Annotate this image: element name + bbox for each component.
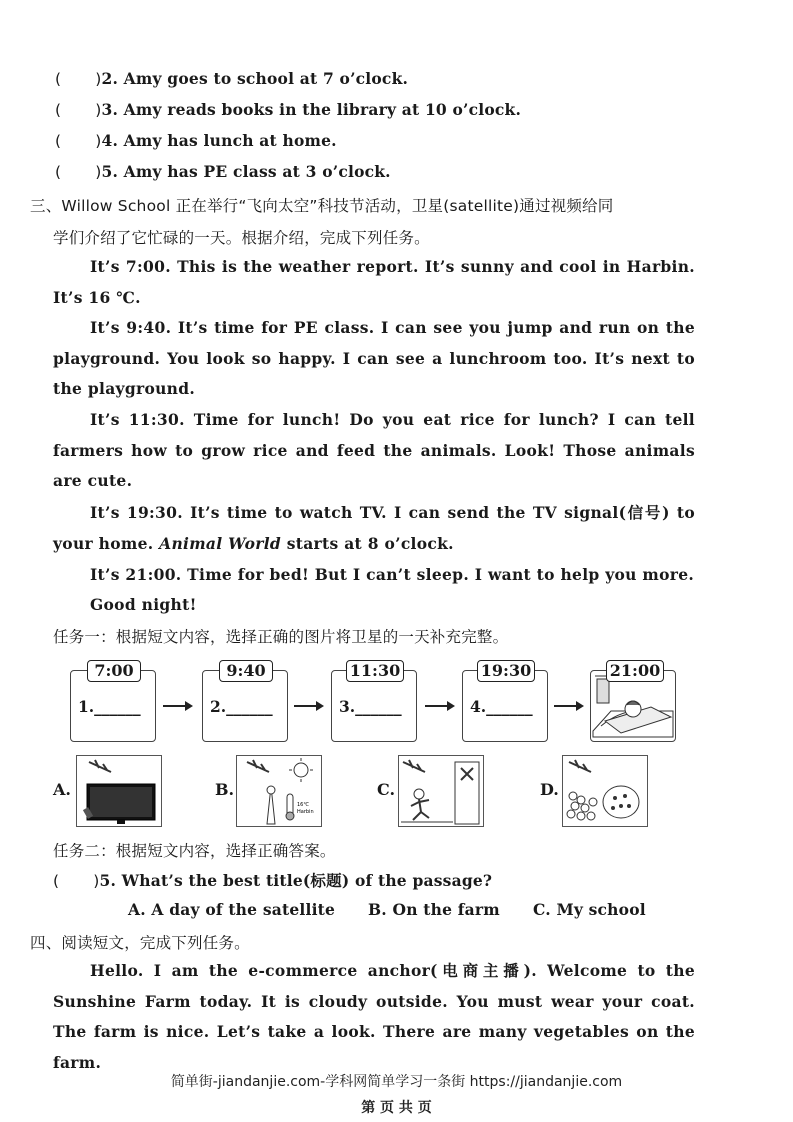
time-label: 21:00 [606,660,664,682]
footer-source: 简单街-jiandanjie.com-学科网简单学习一条街 https://jiandanjie.com [170,1074,623,1090]
arrow-right-icon [294,700,324,712]
option-label-c: C. [377,780,396,799]
passage-paragraph-3: It’s 11:30. Time for lunch! Do you eat rice for lunch? I can tell farmers how to grow rice and feed the animals. Look! Those animals are cute. [53,410,695,490]
thermometer-label: Harbin [297,809,314,815]
playground-image[interactable] [398,755,484,827]
option-label-a: A. [53,780,71,799]
section-4-paragraph: Hello. I am the e-commerce anchor(电商主播). Welcome to the Sunshine Farm today. It is cloudy outside. You must wear your coat. The farm is nice. Let’s take a look. There are many vegetables on the farm. [53,961,695,1072]
answer-blank[interactable]: 1.______ [78,697,141,716]
tv-image[interactable] [76,755,162,827]
passage-paragraph-2: It’s 9:40. It’s time for PE class. I can see you jump and run on the playground. You look so happy. I can see a lunchroom too. It’s next to the playground. [53,318,695,398]
passage-paragraph-5: It’s 21:00. Time for bed! But I can’t sleep. I want to help you more. [90,565,695,584]
option-label-d: D. [540,780,559,799]
section-3-heading-line2: 学们介绍了它忙碌的一天。根据介绍，完成下列任务。 [53,229,430,247]
section-4-heading: 四、阅读短文，完成下列任务。 [30,934,250,952]
time-label: 11:30 [346,660,404,682]
answer-blank[interactable]: 3.______ [339,697,402,716]
question-row: ( )2. Amy goes to school at 7 o’clock. [55,69,409,88]
arrow-right-icon [554,700,584,712]
passage-paragraph-6: Good night! [90,595,197,614]
task-1-instruction: 任务一：根据短文内容，选择正确的图片将卫星的一天补充完整。 [53,628,509,646]
task-2-instruction: 任务二：根据短文内容，选择正确答案。 [53,842,336,860]
farm-image[interactable] [562,755,648,827]
tv-icon [77,756,161,826]
question-row: ( )4. Amy has lunch at home. [55,131,337,150]
option-label-b: B. [215,780,235,799]
q5-option-a[interactable]: A. A day of the satellite [128,900,336,919]
time-label: 7:00 [87,660,141,682]
arrow-right-icon [163,700,193,712]
thermometer-label: 16℃ [297,802,309,808]
time-label: 19:30 [477,660,535,682]
arrow-right-icon [425,700,455,712]
answer-blank[interactable]: 2.______ [210,697,273,716]
time-label: 9:40 [219,660,273,682]
page-number: 第 页 共 页 [361,1100,432,1116]
q5-option-b[interactable]: B. On the farm [368,900,500,919]
passage-paragraph-4: It’s 19:30. It’s time to watch TV. I can send the TV signal(信号) to your home. Animal World starts at 8 o’clock. [53,503,695,553]
answer-blank[interactable]: 4.______ [470,697,533,716]
question-row: ( )5. Amy has PE class at 3 o’clock. [55,162,391,181]
weather-image[interactable] [236,755,322,827]
passage-paragraph-1: It’s 7:00. This is the weather report. It’s sunny and cool in Harbin. It’s 16 ℃. [53,257,695,307]
farm-animals-icon [563,756,647,826]
section-3-heading: 三、Willow School 正在举行“飞向太空”科技节活动，卫星(satellite)通过视频给同 [30,197,614,215]
question-row: ( )3. Amy reads books in the library at 10 o’clock. [55,100,522,119]
weather-icon [237,756,321,826]
question-5: ( )5. What’s the best title(标题) of the passage? [53,871,493,890]
running-child-icon [399,756,483,826]
q5-option-c[interactable]: C. My school [533,900,646,919]
